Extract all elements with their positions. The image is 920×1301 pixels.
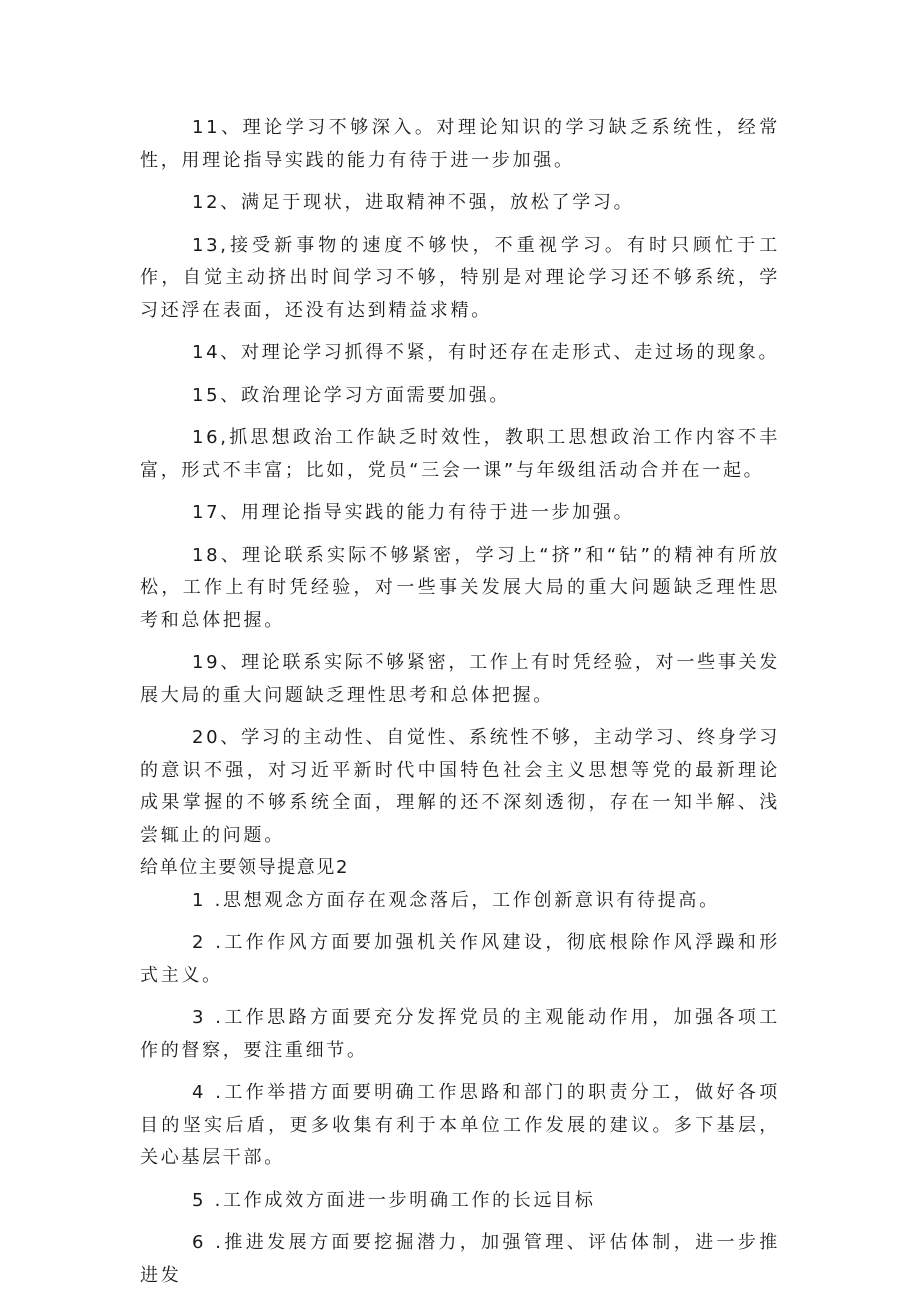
- paragraph-19: 19、理论联系实际不够紧密，工作上有时凭经验，对一些事关发展大局的重大问题缺乏理性思考和总体把握。: [140, 652, 780, 706]
- paragraph-12: 12、满足于现状，进取精神不强，放松了学习。: [192, 192, 635, 213]
- list-item-2: 2 .工作作风方面要加强机关作风建设，彻底根除作风浮躁和形式主义。: [140, 932, 780, 986]
- document-body: [140, 112, 780, 1292]
- paragraph-20: 20、学习的主动性、自觉性、系统性不够，主动学习、终身学习的意识不强，对习近平新时代中国特色社会主义思想等党的最新理论成果掌握的不够系统全面，理解的还不深刻透彻，存在一知半解、浅尝辄止的问题。: [140, 727, 780, 846]
- paragraph-15: 15、政治理论学习方面需要加强。: [192, 384, 511, 406]
- list-item-3: 3 .工作思路方面要充分发挥党员的主观能动作用，加强各项工作的督察，要注重细节。: [140, 1007, 780, 1061]
- paragraph-13: 13,接受新事物的速度不够快，不重视学习。有时只顾忙于工作，自觉主动挤出时间学习不够，特别是对理论学习还不够系统，学习还浮在表面，还没有达到精益求精。: [140, 234, 780, 321]
- list-item-6: 6 .推进发展方面要挖掘潜力，加强管理、评估体制，进一步推进发: [140, 1232, 780, 1286]
- paragraph-16: 16,抓思想政治工作缺乏时效性，教职工思想政治工作内容不丰富，形式不丰富；比如，党员“三会一课”与年级组活动合并在一起。: [140, 427, 780, 481]
- paragraph-14: 14、对理论学习抓得不紧，有时还存在走形式、走过场的现象。: [192, 342, 780, 363]
- paragraph-11: 11、理论学习不够深入。对理论知识的学习缺乏系统性，经常性，用理论指导实践的能力有待于进一步加强。: [140, 117, 780, 171]
- list-item-1: 1 .思想观念方面存在观念落后，工作创新意识有待提高。: [192, 889, 720, 911]
- list-item-5: 5 .工作成效方面进一步明确工作的长远目标: [192, 1189, 596, 1211]
- list-item-4: 4 .工作举措方面要明确工作思路和部门的职责分工，做好各项目的坚实后盾，更多收集有利于本单位工作发展的建议。多下基层，关心基层干部。: [140, 1082, 780, 1168]
- paragraph-18: 18、理论联系实际不够紧密，学习上“挤”和“钻”的精神有所放松，工作上有时凭经验，对一些事关发展大局的重大问题缺乏理性思考和总体把握。: [140, 544, 780, 631]
- section-heading: 给单位主要领导提意见2: [140, 857, 350, 878]
- paragraph-17: 17、用理论指导实践的能力有待于进一步加强。: [192, 502, 635, 523]
